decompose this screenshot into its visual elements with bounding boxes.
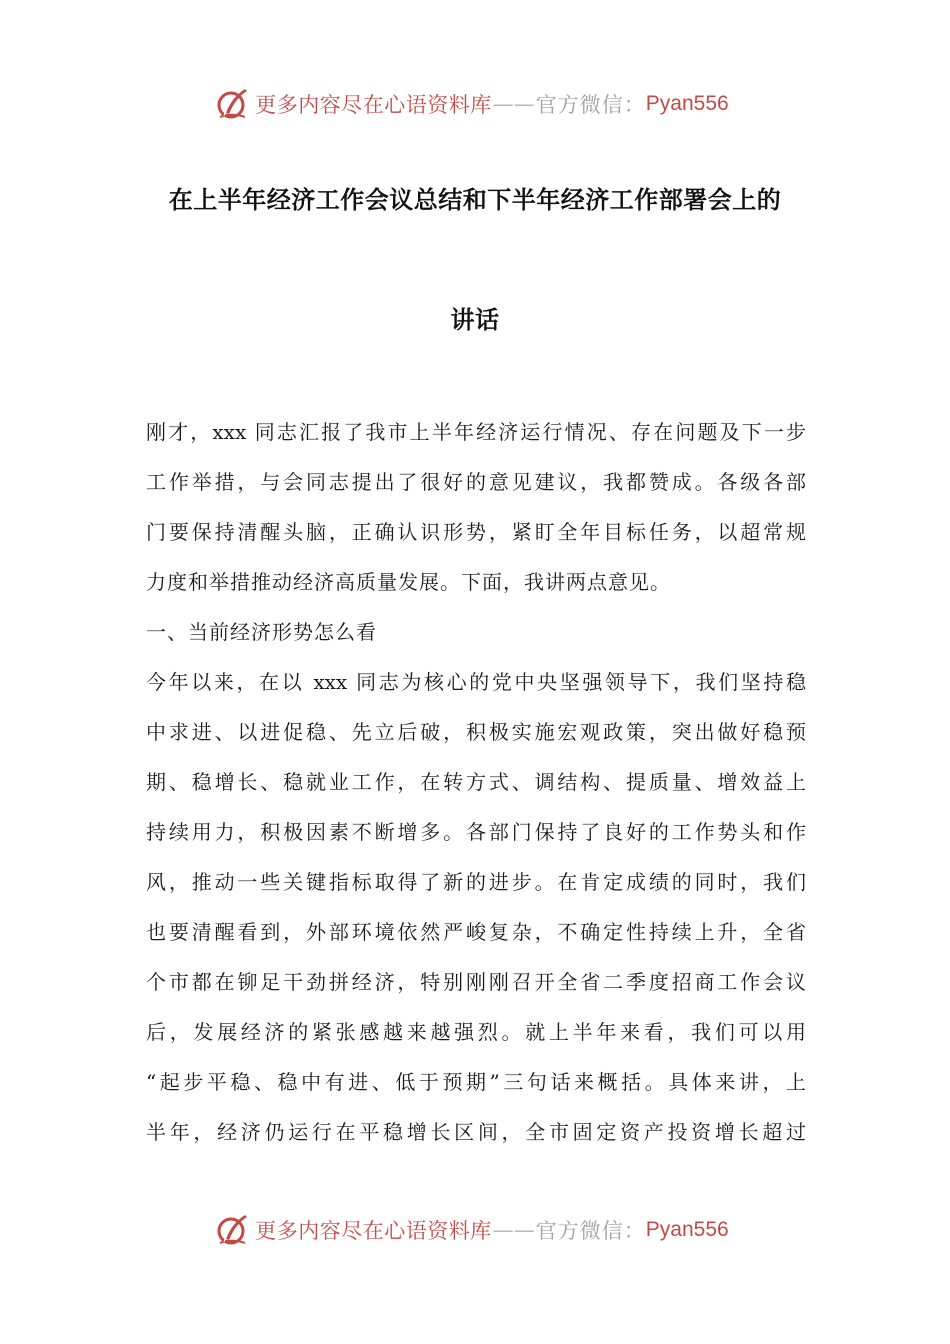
wechat-id: Pyan556 (645, 92, 729, 115)
body-line: 持续用力，积极因素不断增多。各部门保持了良好的工作势头和作 (146, 820, 806, 844)
footer-watermark-banner (0, 1208, 950, 1252)
document-body (146, 407, 806, 1157)
body-line: 力度和举措推动经济高质量发展。下面，我讲两点意见。 (146, 570, 671, 594)
banner-text: 更多内容尽在心语资料库 (255, 93, 492, 117)
body-line: 后，发展经济的紧张感越来越强烈。就上半年来看，我们可以用 (146, 1020, 806, 1044)
body-line: 工作举措，与会同志提出了很好的意见建议，我都赞成。各级各部 (146, 470, 806, 494)
banner-dash: —— (492, 92, 535, 116)
body-line: 期、稳增长、稳就业工作，在转方式、调结构、提质量、增效益上 (146, 770, 806, 794)
body-line: 今年以来，在以 xxx 同志为核心的党中央坚强领导下，我们坚持稳 (146, 670, 806, 694)
body-line: 刚才，xxx 同志汇报了我市上半年经济运行情况、存在问题及下一步 (146, 420, 806, 444)
wechat-id: Pyan556 (645, 1218, 729, 1241)
body-line: 中求进、以进促稳、先立后破，积极实施宏观政策，突出做好稳预 (146, 720, 806, 744)
banner-dash: —— (492, 1218, 535, 1242)
quill-logo-icon (215, 86, 251, 122)
section-heading: 一、当前经济形势怎么看 (146, 620, 377, 644)
body-line: “起步平稳、稳中有进、低于预期”三句话来概括。具体来讲，上 (146, 1070, 806, 1094)
banner-text: 更多内容尽在心语资料库 (255, 1219, 492, 1243)
wechat-label: 官方微信： (535, 93, 646, 117)
quill-logo-icon (215, 1212, 251, 1248)
body-line: 个市都在铆足干劲拼经济，特别刚刚召开全省二季度招商工作会议 (146, 970, 806, 994)
document-title-line-2: 讲话 (450, 306, 500, 334)
header-watermark-banner (0, 82, 950, 126)
body-line: 风，推动一些关键指标取得了新的进步。在肯定成绩的同时，我们 (146, 870, 806, 894)
wechat-label: 官方微信： (535, 1219, 646, 1243)
document-title-line-1: 在上半年经济工作会议总结和下半年经济工作部署会上的 (168, 186, 782, 214)
body-line: 也要清醒看到，外部环境依然严峻复杂，不确定性持续上升，全省 (146, 920, 806, 944)
body-line: 门要保持清醒头脑，正确认识形势，紧盯全年目标任务，以超常规 (146, 520, 806, 544)
body-line: 半年，经济仍运行在平稳增长区间，全市固定资产投资增长超过 (146, 1120, 806, 1144)
